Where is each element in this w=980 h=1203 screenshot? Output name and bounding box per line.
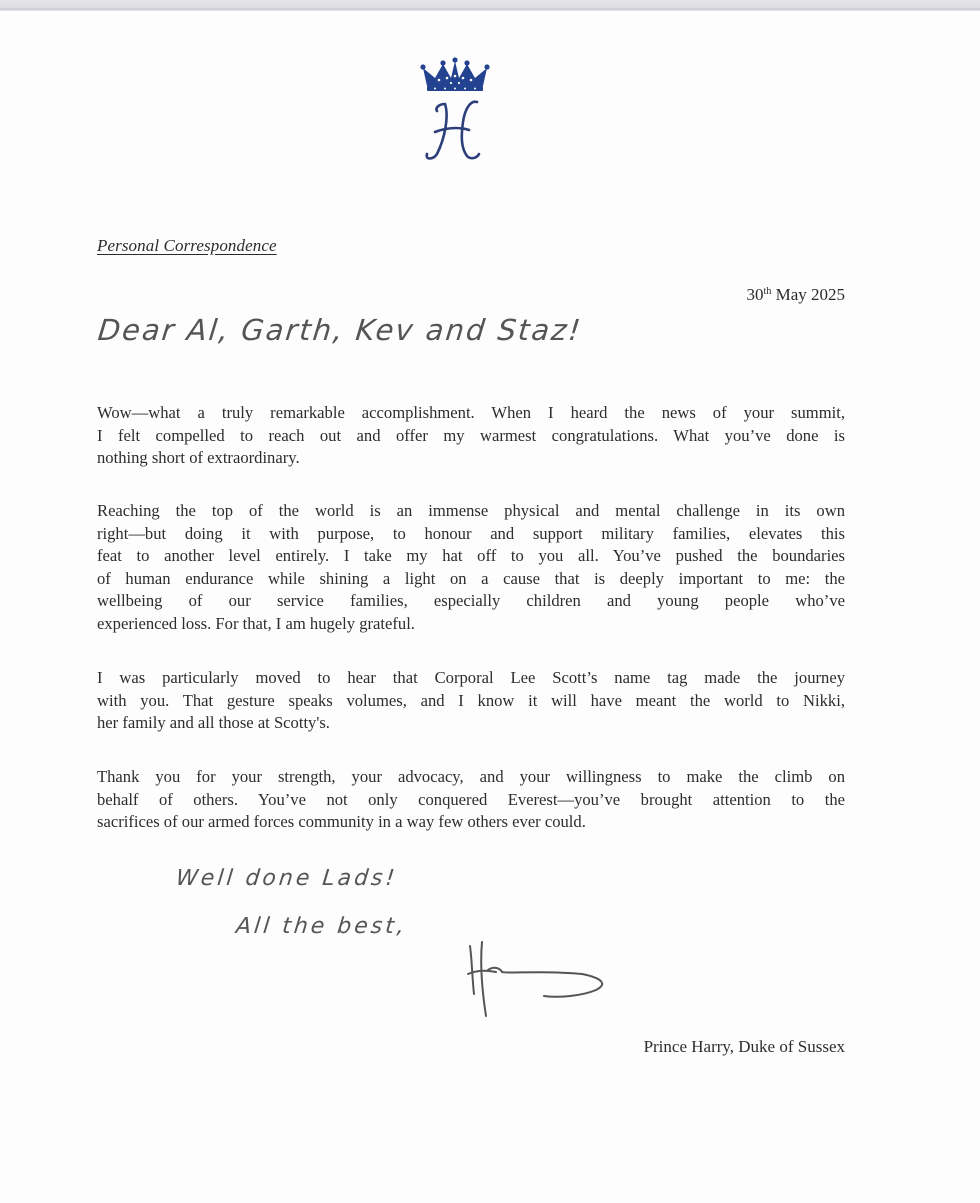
paragraph-line: Thank you for your strength, your advocacy, and your willingness to make the climb on xyxy=(97,767,845,786)
body-paragraph-4 xyxy=(97,766,845,834)
paragraph-line: behalf of others. You’ve not only conquered Everest—you’ve brought attention to the xyxy=(97,789,845,809)
letter-date xyxy=(747,285,845,305)
paragraph-line: of human endurance while shining a light on a cause that is deeply important to me: the xyxy=(97,568,845,588)
paragraph-line: wellbeing of our service families, especially children and young people who’ve xyxy=(97,591,845,610)
paragraph-line: nothing short of extraordinary. xyxy=(97,448,300,467)
crown-h-monogram-icon xyxy=(415,56,495,166)
personal-correspondence-heading: Personal Correspondence xyxy=(97,236,277,255)
signatory-name: Prince Harry, Duke of Sussex xyxy=(643,1037,845,1056)
paragraph-line: sacrifices of our armed forces community in a way few others ever could. xyxy=(97,812,586,831)
paragraph-line: I felt compelled to reach out and offer my warmest congratulations. What you’ve done is xyxy=(97,425,845,445)
viewer-top-bar xyxy=(0,0,980,11)
paragraph-line: Reaching the top of the world is an immense physical and mental challenge in its own xyxy=(97,501,845,520)
paragraph-line: Wow—what a truly remarkable accomplishment. When I heard the news of your summit, xyxy=(97,403,845,422)
paragraph-line: I was particularly moved to hear that Corporal Lee Scott’s name tag made the journey xyxy=(97,668,845,687)
handwritten-signature-icon xyxy=(462,940,622,1020)
paragraph-line: experienced loss. For that, I am hugely grateful. xyxy=(97,613,415,633)
paragraph-line: feat to another level entirely. I take my hat off to you all. You’ve pushed the boundaries xyxy=(97,546,845,565)
paragraph-line: her family and all those at Scotty's. xyxy=(97,713,330,732)
handwritten-closing-line-2: All the best, xyxy=(234,914,409,939)
body-paragraph-1 xyxy=(97,402,845,470)
paragraph-line: right—but doing it with purpose, to honour and support military families, elevates this xyxy=(97,523,845,543)
paragraph-line: with you. That gesture speaks volumes, and I know it will have meant the world to Nikki, xyxy=(97,690,845,710)
date-day: 30 xyxy=(746,285,764,304)
handwritten-salutation: Dear Al, Garth, Kev and Staz! xyxy=(96,313,584,347)
date-month-year: May 2025 xyxy=(771,285,845,304)
body-paragraph-2 xyxy=(97,500,845,635)
body-paragraph-3 xyxy=(97,667,845,735)
date-suffix: th xyxy=(763,286,772,297)
handwritten-closing-line-1: Well done Lads! xyxy=(174,866,399,891)
